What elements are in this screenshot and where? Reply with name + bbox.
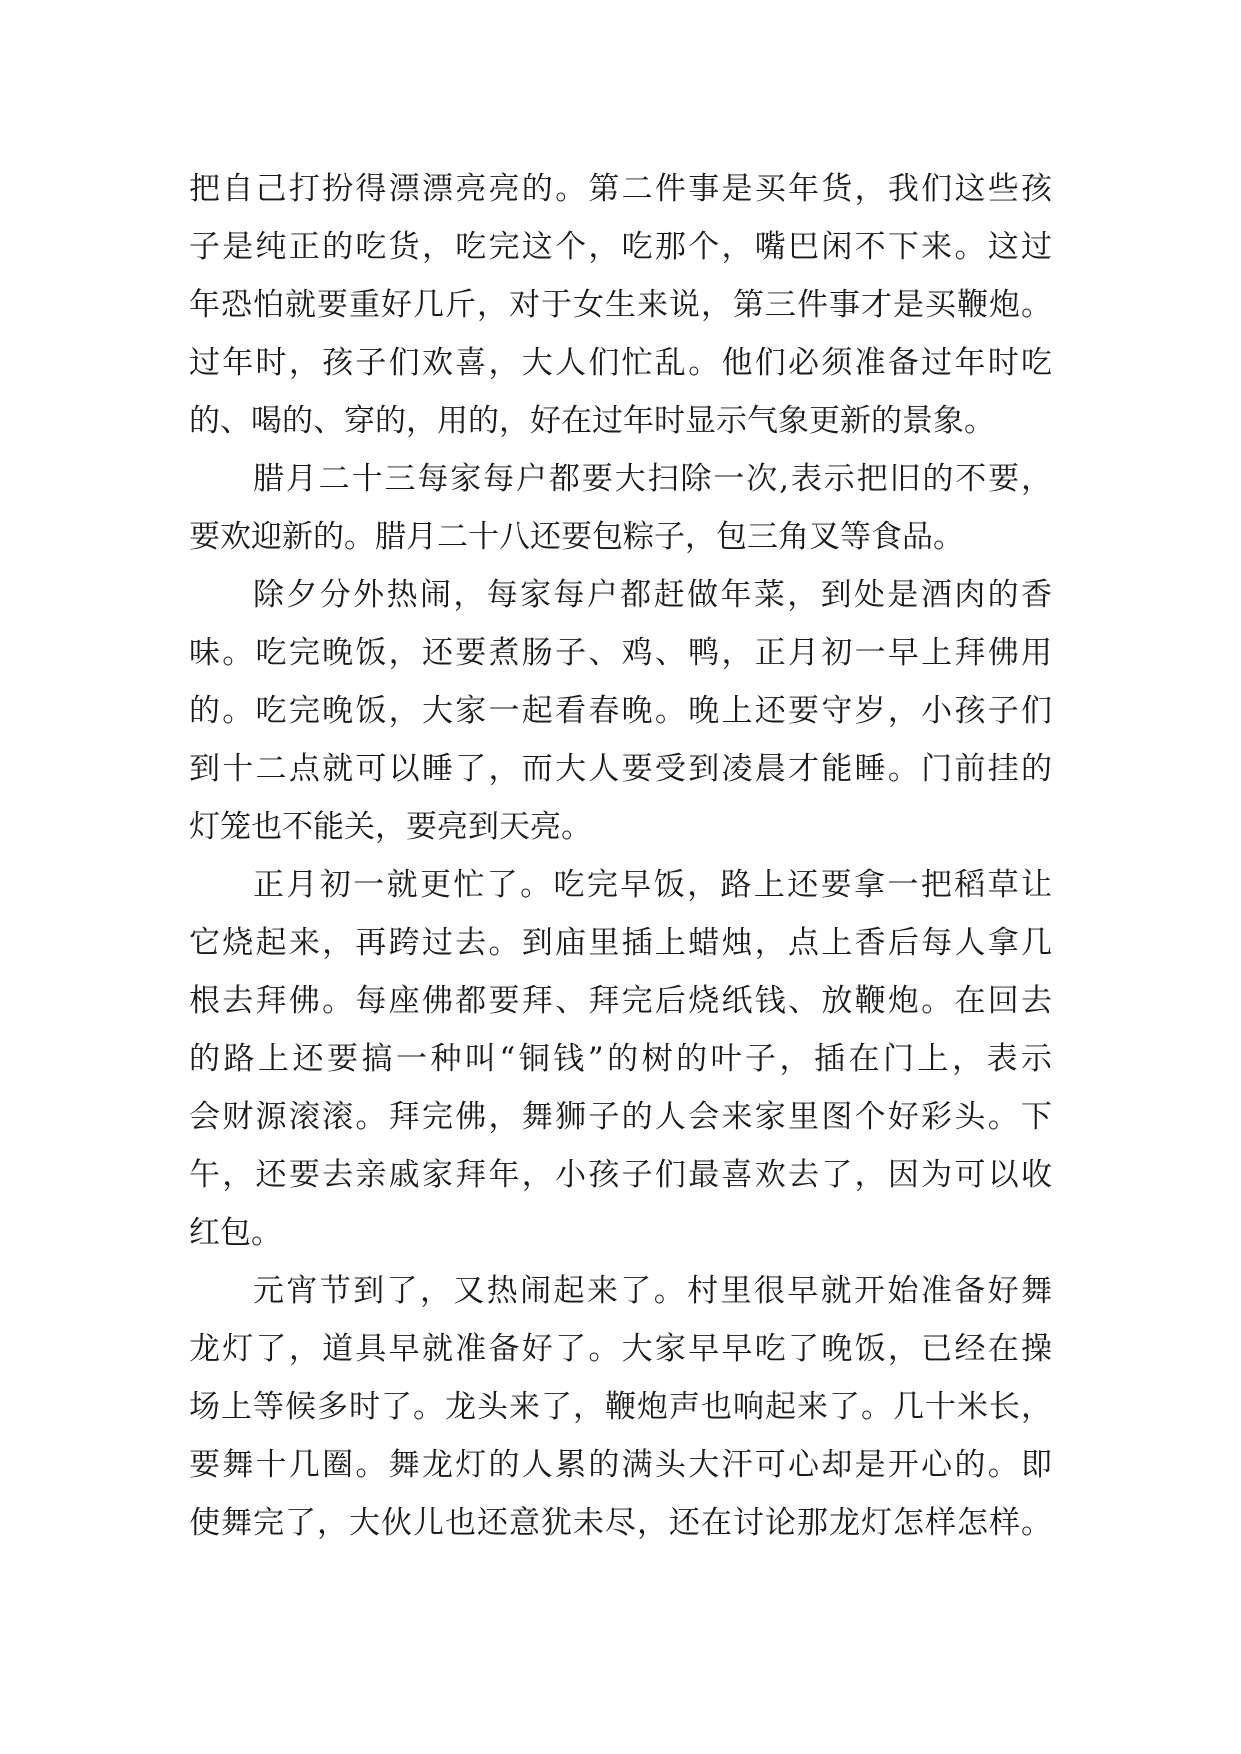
text-line: 要舞十几圈。舞龙灯的人累的满头大汗可心却是开心的。即 xyxy=(189,1447,1052,1483)
text-line: 把自己打扮得漂漂亮亮的。第二件事是买年货，我们这些孩 xyxy=(189,171,1052,207)
paragraph-first-line: 除夕分外热闹，每家每户都赶做年菜，到处是酒肉的香 xyxy=(253,577,1052,613)
document-body xyxy=(189,160,1052,1552)
paragraph-first-line: 元宵节到了，又热闹起来了。村里很早就开始准备好舞 xyxy=(253,1273,1052,1309)
text-line: 到十二点就可以睡了，而大人要受到凌晨才能睡。门前挂的 xyxy=(189,751,1052,787)
text-line: 根去拜佛。每座佛都要拜、拜完后烧纸钱、放鞭炮。在回去 xyxy=(189,983,1052,1019)
text-line: 的、喝的、穿的，用的，好在过年时显示气象更新的景象。 xyxy=(189,403,995,439)
paragraph-first-line: 腊月二十三每家每户都要大扫除一次,表示把旧的不要， xyxy=(253,461,1052,497)
text-line: 味。吃完晚饭，还要煮肠子、鸡、鸭，正月初一早上拜佛用 xyxy=(189,635,1052,671)
text-line: 使舞完了，大伙儿也还意犹未尽，还在讨论那龙灯怎样怎样。 xyxy=(189,1505,1052,1541)
text-line: 要欢迎新的。腊月二十八还要包粽子，包三角叉等食品。 xyxy=(189,519,964,555)
text-line: 它烧起来，再跨过去。到庙里插上蜡烛，点上香后每人拿几 xyxy=(189,925,1052,961)
text-line: 会财源滚滚。拜完佛，舞狮子的人会来家里图个好彩头。下 xyxy=(189,1099,1052,1135)
text-line: 灯笼也不能关，要亮到天亮。 xyxy=(189,809,592,845)
text-line: 年恐怕就要重好几斤，对于女生来说，第三件事才是买鞭炮。 xyxy=(189,287,1052,323)
text-line: 红包。 xyxy=(189,1215,282,1251)
text-line: 午，还要去亲戚家拜年，小孩子们最喜欢去了，因为可以收 xyxy=(189,1157,1052,1193)
text-line: 子是纯正的吃货，吃完这个，吃那个，嘴巴闲不下来。这过 xyxy=(189,229,1052,265)
text-line: 的路上还要搞一种叫“铜钱”的树的叶子，插在门上，表示 xyxy=(189,1041,1052,1077)
text-line: 过年时，孩子们欢喜，大人们忙乱。他们必须准备过年时吃 xyxy=(189,345,1052,381)
text-line: 场上等候多时了。龙头来了，鞭炮声也响起来了。几十米长， xyxy=(189,1389,1052,1425)
paragraph-first-line: 正月初一就更忙了。吃完早饭，路上还要拿一把稻草让 xyxy=(253,867,1052,903)
text-line: 的。吃完晚饭，大家一起看春晚。晚上还要守岁，小孩子们 xyxy=(189,693,1052,729)
text-line: 龙灯了，道具早就准备好了。大家早早吃了晚饭，已经在操 xyxy=(189,1331,1052,1367)
